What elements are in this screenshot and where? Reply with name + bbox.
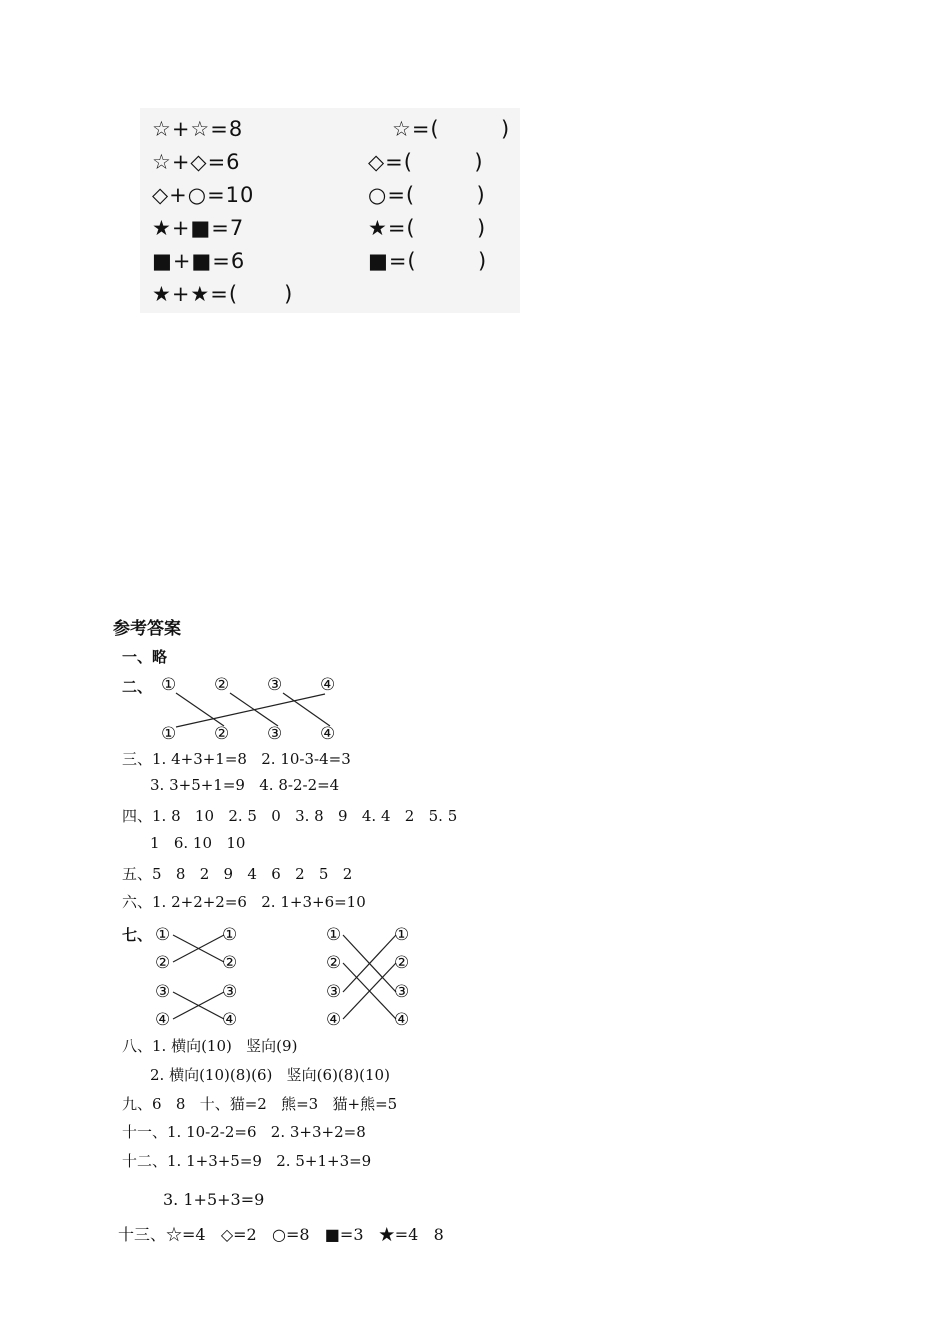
puzzle-left-6: ★+★=( ) xyxy=(152,282,294,306)
puzzle-right-5: ■=( ) xyxy=(368,249,488,273)
puzzle-right-4: ★=( ) xyxy=(368,216,487,240)
answer-7a-right-3: ③ xyxy=(222,982,238,1002)
answer-7-label: 七、 xyxy=(122,926,153,944)
answer-7a-left-3: ③ xyxy=(155,982,171,1002)
answer-13: 十三、☆=4 ◇=2 ○=8 ■=3 ★=4 8 xyxy=(118,1225,444,1244)
answer-7b-right-4: ④ xyxy=(394,1010,410,1030)
answer-7b-left-3: ③ xyxy=(326,982,342,1002)
answer-2-bottom-4: ④ xyxy=(320,724,336,744)
answer-2-top-1: ① xyxy=(161,675,177,695)
answer-11: 十一、1. 10-2-2=6 2. 3+3+2=8 xyxy=(122,1123,366,1141)
answer-2-bottom-2: ② xyxy=(214,724,230,744)
answer-7b-right-1: ① xyxy=(394,925,410,945)
answer-7b-left-1: ① xyxy=(326,925,342,945)
answer-7b-left-4: ④ xyxy=(326,1010,342,1030)
answer-4-line-2: 1 6. 10 10 xyxy=(150,834,246,852)
answer-8-line-1: 八、1. 横向(10) 竖向(9) xyxy=(122,1037,298,1055)
puzzle-left-3: ◇+○=10 xyxy=(152,183,255,207)
answer-5: 五、5 8 2 9 4 6 2 5 2 xyxy=(122,865,353,883)
answer-7b-right-3: ③ xyxy=(394,982,410,1002)
answer-2-bottom-3: ③ xyxy=(267,724,283,744)
answer-7b-right-2: ② xyxy=(394,953,410,973)
answer-2-top-4: ④ xyxy=(320,675,336,695)
answer-2-top-2: ② xyxy=(214,675,230,695)
answer-7a-left-2: ② xyxy=(155,953,171,973)
puzzle-right-1: ☆=( ) xyxy=(392,117,511,141)
puzzle-left-2: ☆+◇=6 xyxy=(152,150,241,174)
answer-3-line-2: 3. 3+5+1=9 4. 8-2-2=4 xyxy=(150,776,340,794)
answer-7a-right-4: ④ xyxy=(222,1010,238,1030)
answer-3-line-1: 三、1. 4+3+1=8 2. 10-3-4=3 xyxy=(122,750,351,768)
answer-6: 六、1. 2+2+2=6 2. 1+3+6=10 xyxy=(122,893,366,911)
answer-2-bottom-1: ① xyxy=(161,724,177,744)
puzzle-left-4: ★+■=7 xyxy=(152,216,245,240)
answer-12-line-2: 3. 1+5+3=9 xyxy=(163,1190,265,1209)
match-line-2-4 xyxy=(176,694,325,727)
answer-12-line-1: 十二、1. 1+3+5=9 2. 5+1+3=9 xyxy=(122,1152,372,1170)
answer-4-line-1: 四、1. 8 10 2. 5 0 3. 8 9 4. 4 2 5. 5 xyxy=(122,807,458,825)
answer-7a-right-1: ① xyxy=(222,925,238,945)
answer-7b-left-2: ② xyxy=(326,953,342,973)
puzzle-left-5: ■+■=6 xyxy=(152,249,246,273)
answer-2-label: 二、 xyxy=(122,678,153,696)
answer-7a-right-2: ② xyxy=(222,953,238,973)
match-line-2-1 xyxy=(176,693,224,726)
puzzle-right-2: ◇=( ) xyxy=(368,150,484,174)
puzzle-left-1: ☆+☆=8 xyxy=(152,117,244,141)
answer-1: 一、略 xyxy=(122,648,168,666)
answer-9-10: 九、6 8 十、猫=2 熊=3 猫+熊=5 xyxy=(122,1095,398,1113)
answer-7a-left-1: ① xyxy=(155,925,171,945)
answers-title: 参考答案 xyxy=(113,619,181,639)
puzzle-right-3: ○=( ) xyxy=(368,183,486,207)
answer-7a-left-4: ④ xyxy=(155,1010,171,1030)
answer-8-line-2: 2. 横向(10)(8)(6) 竖向(6)(8)(10) xyxy=(150,1066,390,1084)
answer-2-top-3: ③ xyxy=(267,675,283,695)
